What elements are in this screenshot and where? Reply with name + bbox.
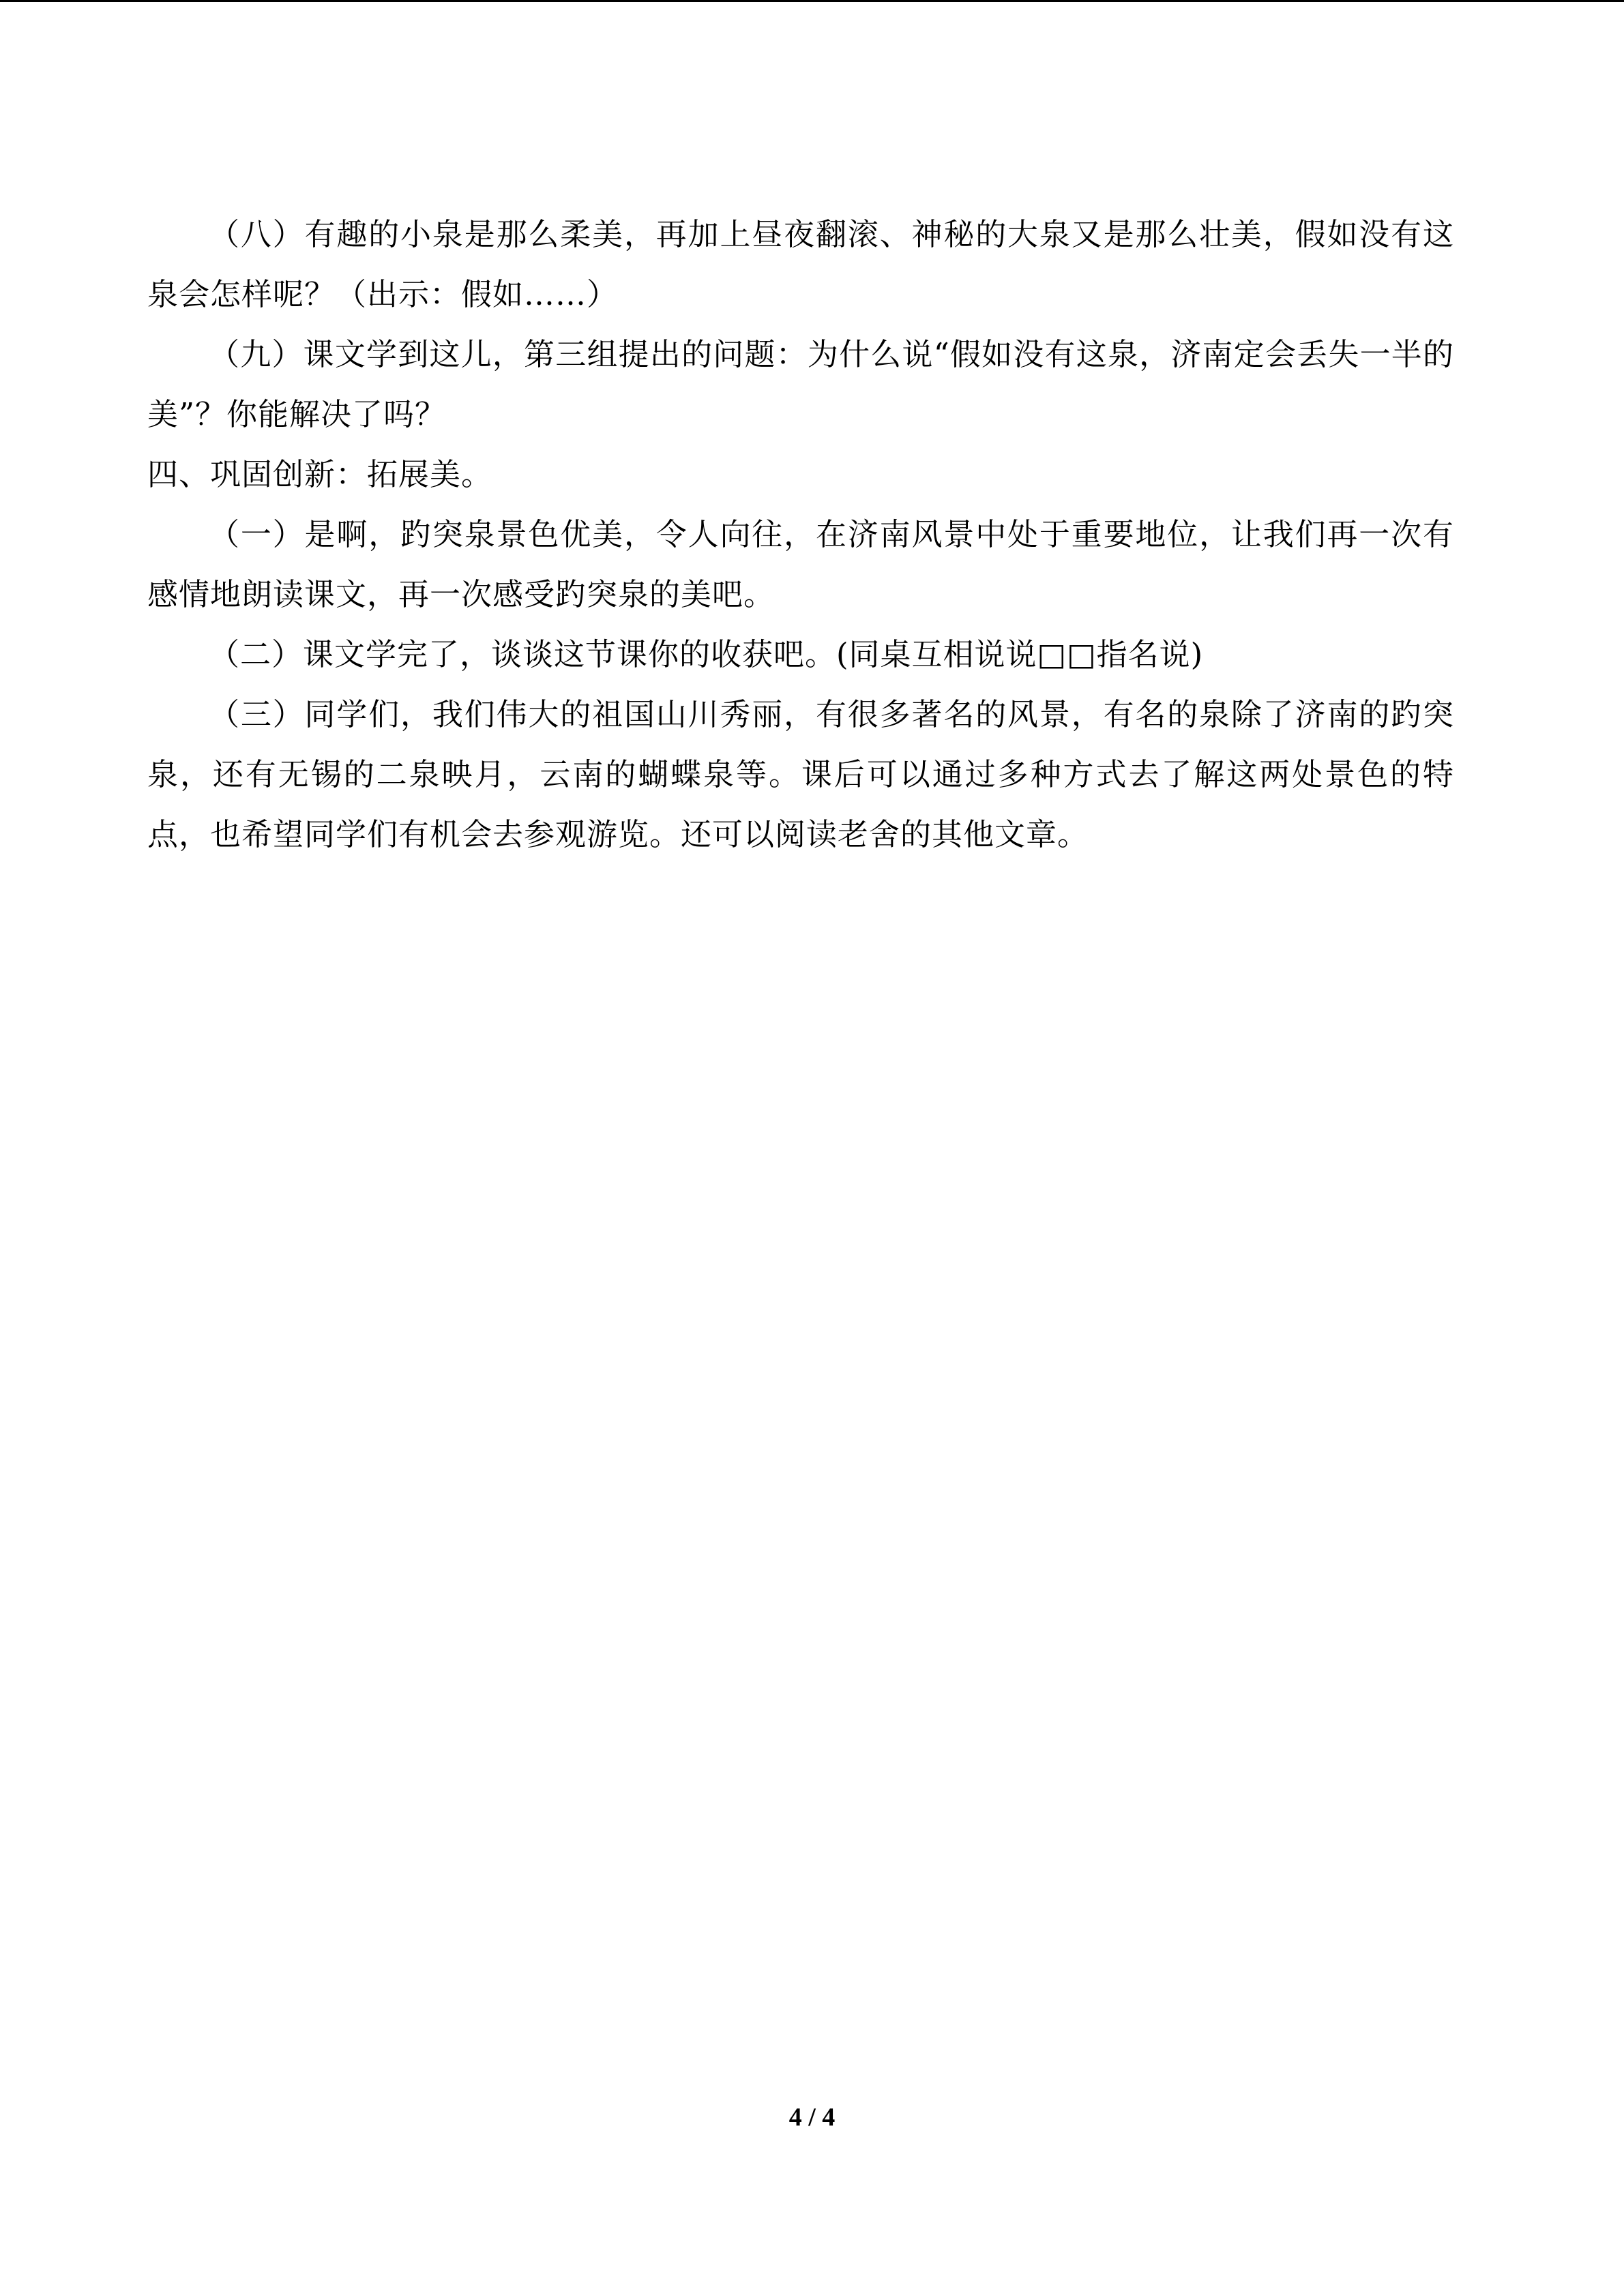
paragraph-8: （八）有趣的小泉是那么柔美，再加上昼夜翻滚、神秘的大泉又是那么壮美，假如没有这泉会怎样呢？（出示：假如……）	[147, 216, 1454, 312]
document-body	[147, 205, 1454, 865]
paragraph-4-1: （一）是啊，趵突泉景色优美，令人向往，在济南风景中处于重要地位，让我们再一次有感情地朗读课文，再一次感受趵突泉的美吧。	[147, 516, 1454, 612]
page-number: 4 / 4	[788, 2103, 836, 2132]
paragraph-9: （九）课文学到这儿，第三组提出的问题：为什么说“假如没有这泉，济南定会丢失一半的美”？你能解决了吗？	[147, 336, 1454, 432]
paragraph-4-3: （三）同学们，我们伟大的祖国山川秀丽，有很多著名的风景，有名的泉除了济南的趵突泉，还有无锡的二泉映月，云南的蝴蝶泉等。课后可以通过多种方式去了解这两处景色的特点，也希望同学们有机会去参观游览。还可以阅读老舍的其他文章。	[147, 696, 1454, 852]
section-heading-4: 四、巩固创新：拓展美。	[147, 456, 493, 492]
top-border-line	[0, 0, 1624, 2]
paragraph-4-2: （二）课文学完了，谈谈这节课你的收获吧。(同桌互相说说□□指名说)	[209, 636, 1204, 672]
